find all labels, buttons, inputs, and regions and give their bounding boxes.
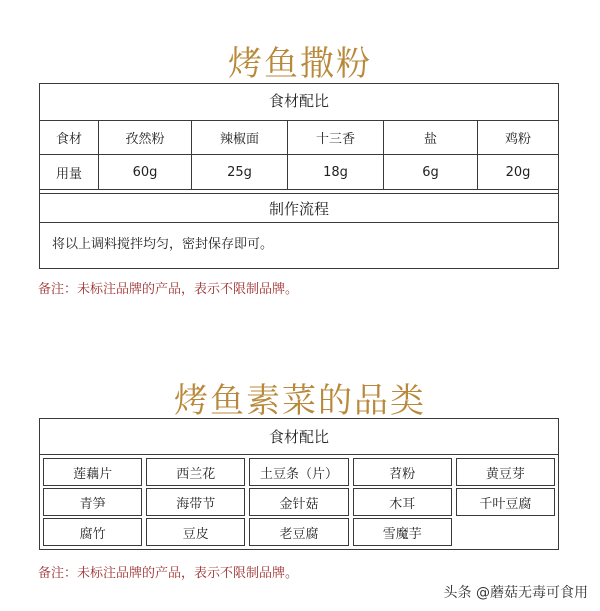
process-text: 将以上调料搅拌均匀，密封保存即可。 (52, 237, 274, 252)
row-label: 食材 (40, 121, 99, 155)
vegetable-cell: 老豆腐 (249, 518, 348, 546)
empty-cell (456, 518, 555, 546)
amount-cell: 18g (288, 155, 384, 189)
vegetable-cell: 海带节 (146, 488, 245, 516)
vegetable-grid (40, 455, 558, 549)
amount-cell: 20g (505, 164, 531, 180)
process-header: 制作流程 (40, 193, 558, 223)
vegetable-cell: 青笋 (43, 488, 142, 516)
vegetable-cell: 苕粉 (353, 458, 452, 486)
ingredient-cell: 盐 (384, 121, 478, 155)
section2-title: 烤鱼素菜的品类 (174, 381, 426, 421)
amount-cell: 25g (192, 155, 288, 189)
section1-title: 烤鱼撒粉 (228, 44, 372, 84)
vegetable-cell: 木耳 (353, 488, 452, 516)
ingredient-cell: 孜然粉 (99, 121, 192, 155)
note-1: 备注：未标注品牌的产品，表示不限制品牌。 (38, 282, 299, 297)
vegetable-cell: 雪魔芋 (353, 518, 452, 546)
table-header: 食材配比 (40, 419, 558, 455)
ingredient-cell: 十三香 (288, 121, 384, 155)
vegetable-cell: 西兰花 (146, 458, 245, 486)
note-2: 备注：未标注品牌的产品，表示不限制品牌。 (38, 566, 299, 581)
vegetable-cell: 豆皮 (146, 518, 245, 546)
row-label: 用量 (40, 155, 99, 189)
vegetable-cell: 黄豆芽 (456, 458, 555, 486)
table-header: 食材配比 (268, 92, 329, 110)
ingredient-grid (40, 120, 558, 190)
watermark: 头条 @蘑菇无毒可食用 (443, 585, 588, 601)
ingredient-cell: 辣椒面 (192, 121, 288, 155)
vegetables-table (39, 418, 559, 550)
amount-cell: 6g (384, 155, 478, 189)
vegetable-cell: 金针菇 (249, 488, 348, 516)
vegetable-cell: 莲藕片 (43, 458, 142, 486)
vegetable-cell: 千叶豆腐 (456, 488, 555, 516)
ingredient-cell: 鸡粉 (478, 121, 558, 155)
seasoning-table (39, 83, 559, 269)
amount-cell: 60g (99, 155, 192, 189)
vegetable-cell: 土豆条（片） (249, 458, 348, 486)
vegetable-cell: 腐竹 (43, 518, 142, 546)
